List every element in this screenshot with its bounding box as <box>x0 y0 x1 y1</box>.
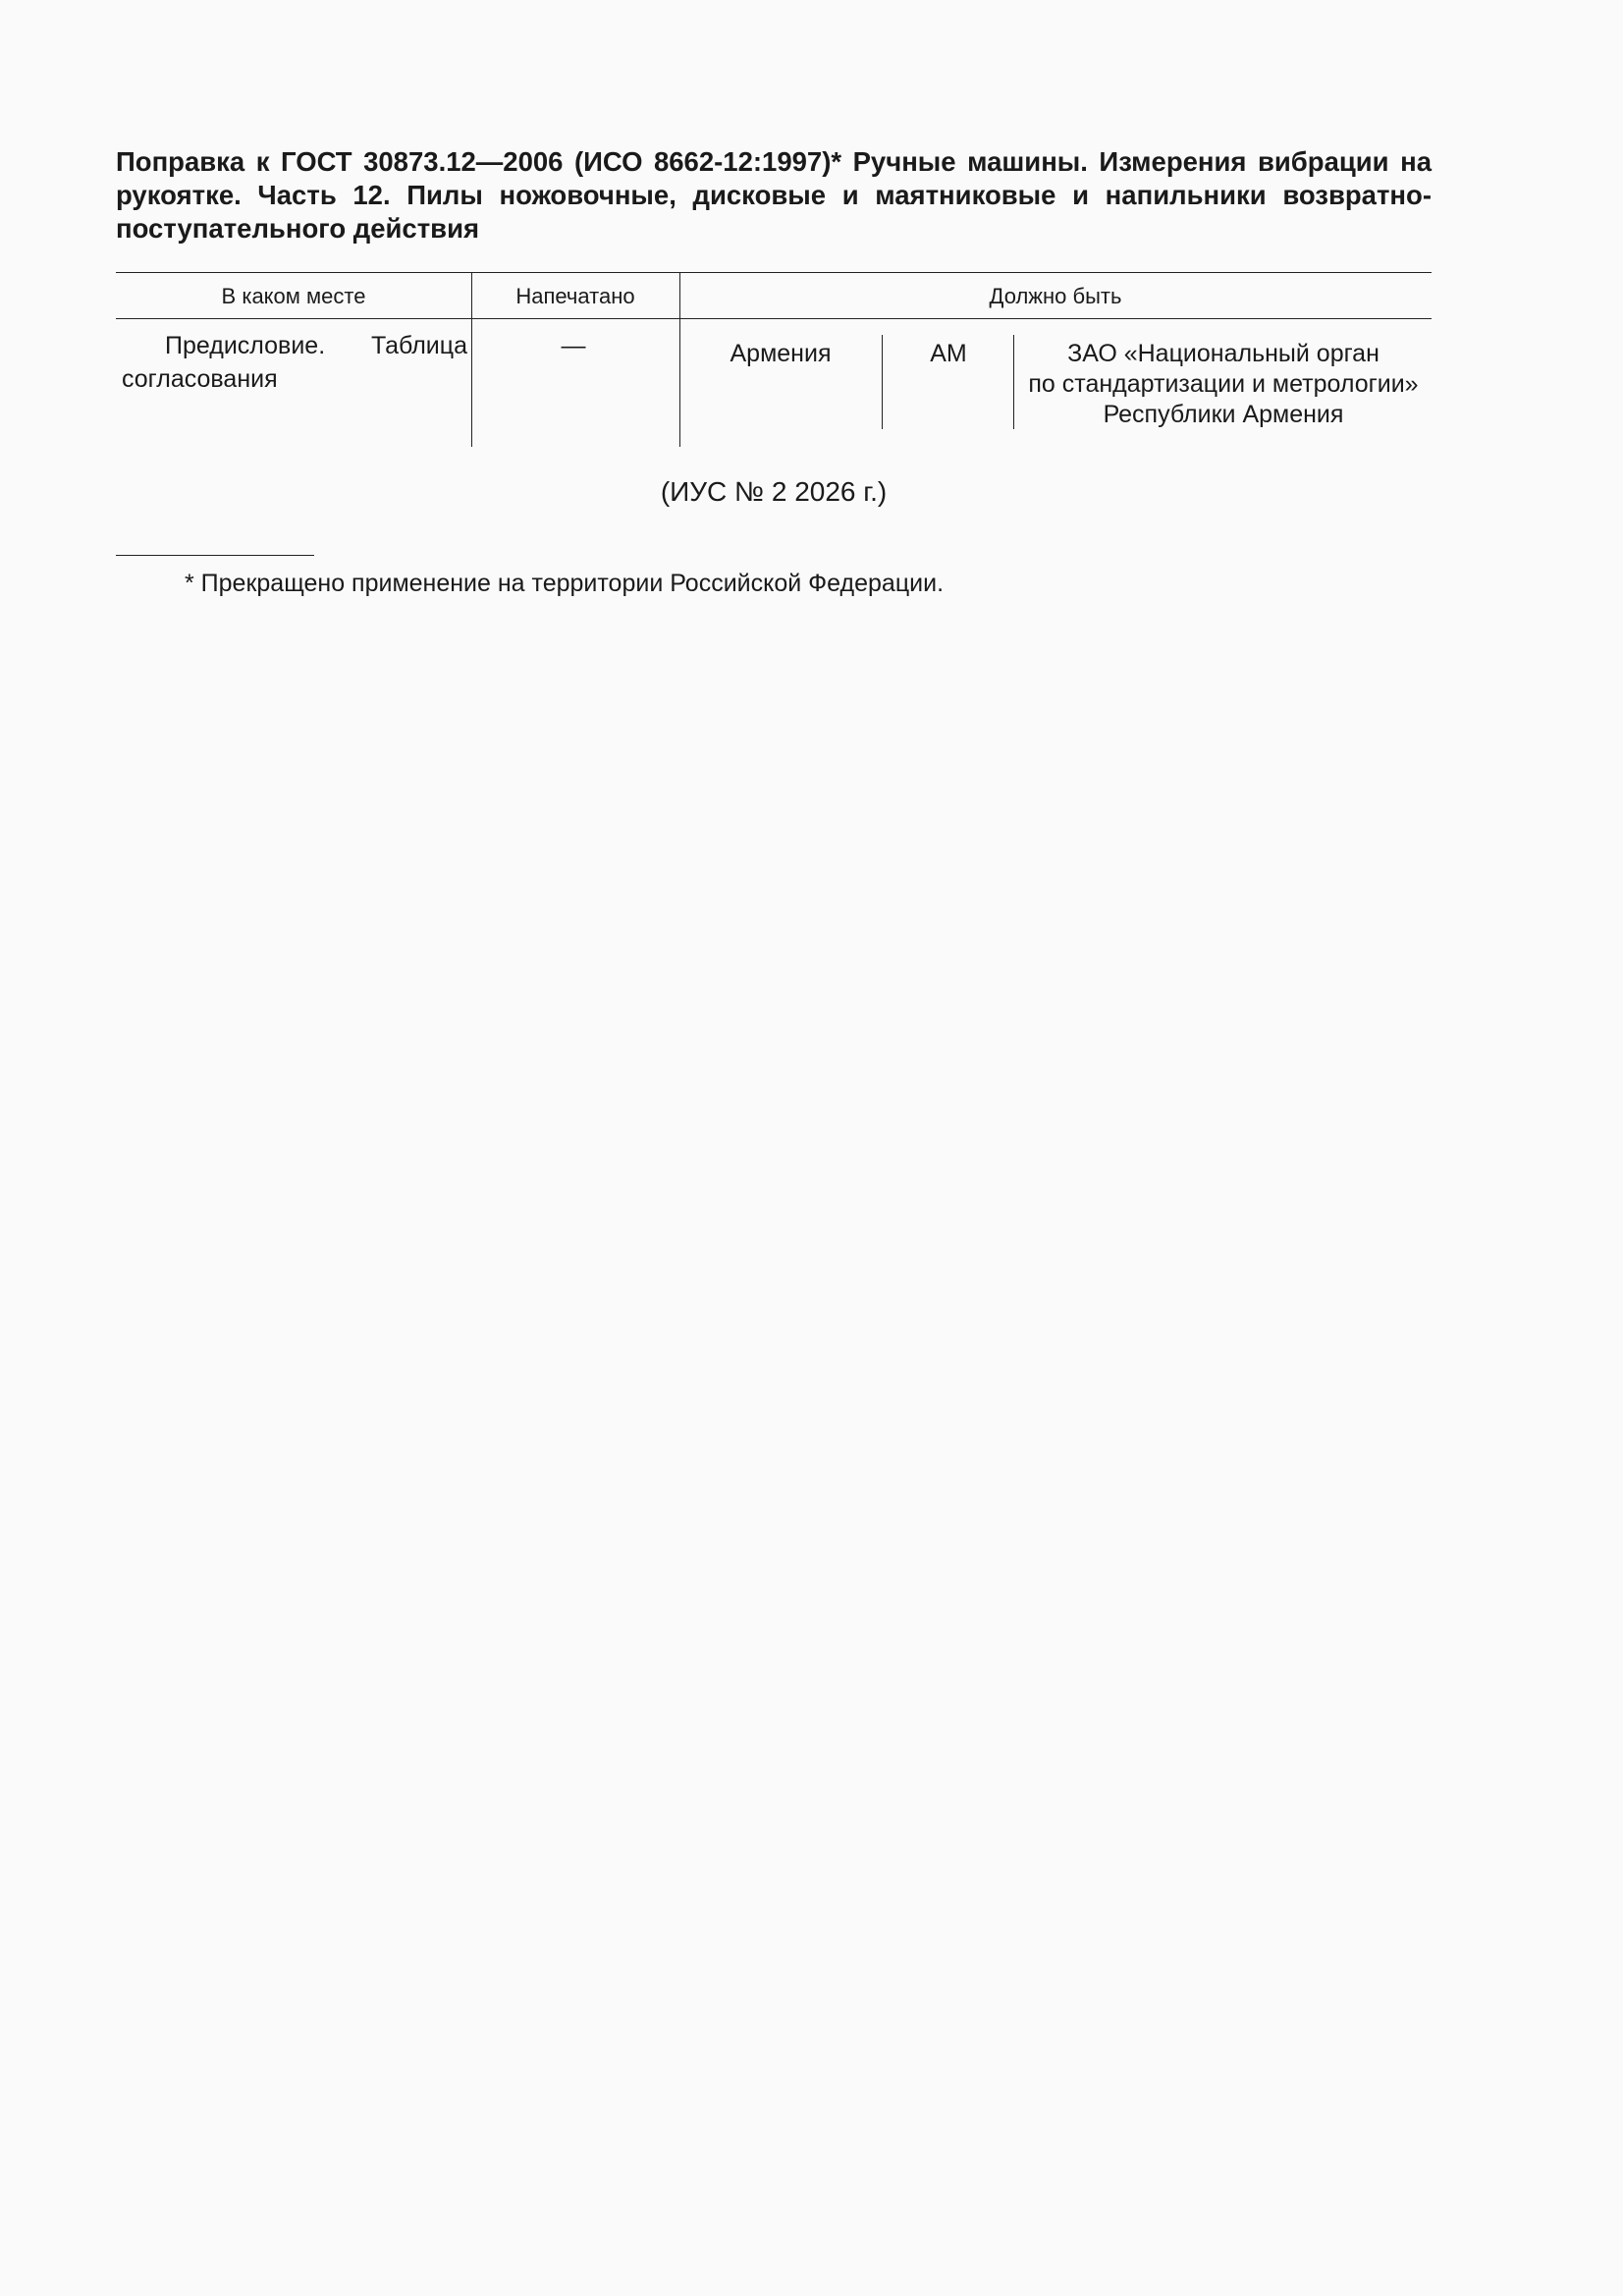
footnote: * Прекращено применение на территории Российской Федерации. <box>185 570 945 597</box>
header-place: В каком месте <box>221 284 366 308</box>
header-should-be: Должно быть <box>989 284 1122 308</box>
cell-country-code: AM <box>930 340 967 367</box>
publication-reference: (ИУС № 2 2026 г.) <box>660 476 888 507</box>
footnote-rule <box>116 555 314 556</box>
column-divider-code <box>1013 335 1014 429</box>
cell-organization: ЗАО «Национальный орган по стандартизации и метрологии» Республики Армения <box>1028 340 1419 428</box>
document-title: Поправка к ГОСТ 30873.12—2006 (ИСО 8662-12:1997)* Ручные машины. Измерения вибрации на рукоятке. Часть 12. Пилы ножовочные, дисковые и маятниковые и напильники возвратно-поступательного действия <box>116 146 1432 244</box>
amendment-table <box>116 272 1432 447</box>
table-top-rule <box>116 272 1432 273</box>
cell-printed: — <box>561 332 586 359</box>
cell-place: Предисловие. Таблица согласования <box>122 332 467 393</box>
table-header-rule <box>116 318 1432 319</box>
cell-country: Армения <box>730 340 832 367</box>
column-divider-country <box>882 335 883 429</box>
header-printed: Напечатано <box>515 284 635 308</box>
